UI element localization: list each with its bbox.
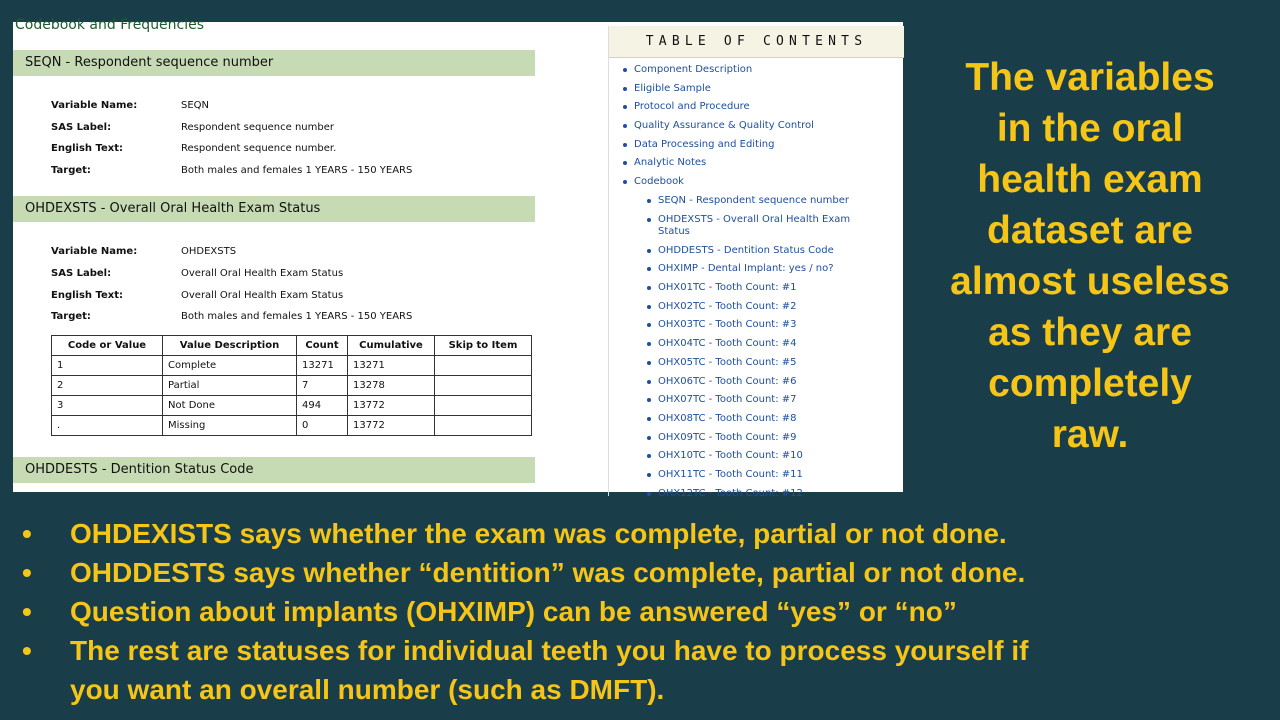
- bullet-list: [20, 514, 1260, 709]
- field-value: SEQN: [181, 100, 210, 111]
- table-cell-skip: [435, 376, 532, 396]
- field-label: SAS Label:: [51, 268, 112, 279]
- toc-sublink-ohx05tc[interactable]: OHX05TC - Tooth Count: #5: [658, 357, 797, 368]
- bullet-marker: •: [22, 518, 32, 549]
- column-header: Count: [297, 336, 348, 356]
- codebook-screenshot: [13, 17, 903, 499]
- toc-link-quality-assurance[interactable]: Quality Assurance & Quality Control: [634, 120, 814, 131]
- toc-link-component-description[interactable]: Component Description: [634, 64, 753, 75]
- bullet-item: [20, 553, 1260, 592]
- codebook-title: Codebook and Frequencies: [15, 17, 205, 33]
- table-cell: 13772: [348, 396, 435, 416]
- table-cell: Partial: [163, 376, 297, 396]
- bullet-text: OHDDESTS says whether “dentition” was complete, partial or not done.: [70, 557, 1026, 588]
- callout-line: raw.: [1051, 413, 1129, 456]
- table-cell-skip: [435, 396, 532, 416]
- callout-line: in the oral: [996, 107, 1184, 150]
- field-label: SAS Label:: [51, 122, 112, 133]
- bullet-marker: •: [22, 596, 32, 627]
- toc-sublink-ohdexsts[interactable]: OHDEXSTS - Overall Oral Health Exam: [658, 214, 851, 225]
- table-cell: Not Done: [163, 396, 297, 416]
- field-label: English Text:: [51, 143, 124, 154]
- table-row: [52, 416, 532, 436]
- column-header: Cumulative: [348, 336, 435, 356]
- table-cell: 13278: [348, 376, 435, 396]
- bullet-text: Question about implants (OHXIMP) can be answered “yes” or “no”: [70, 596, 957, 627]
- section-header-seqn: SEQN - Respondent sequence number: [13, 50, 535, 76]
- toc-sublink-ohx11tc[interactable]: OHX11TC - Tooth Count: #11: [658, 469, 803, 480]
- bullet-continuation: you want an overall number (such as DMFT).: [70, 674, 665, 705]
- toc-sublink-ohx06tc[interactable]: OHX06TC - Tooth Count: #6: [658, 376, 797, 387]
- toc-link-protocol[interactable]: Protocol and Procedure: [634, 101, 750, 112]
- toc-sublink-ohx04tc[interactable]: OHX04TC - Tooth Count: #4: [658, 338, 797, 349]
- table-cell: 0: [297, 416, 348, 436]
- toc-sublink-ohddests[interactable]: OHDDESTS - Dentition Status Code: [658, 245, 834, 256]
- toc-sublink-ohx08tc[interactable]: OHX08TC - Tooth Count: #8: [658, 413, 797, 424]
- toc-sublink-ohximp[interactable]: OHXIMP - Dental Implant: yes / no?: [658, 263, 834, 274]
- callout-line: health exam: [977, 158, 1203, 201]
- bullet-marker: •: [22, 557, 32, 588]
- table-cell: 13271: [297, 356, 348, 376]
- toc-sublink-ohdexsts-wrap[interactable]: Status: [658, 226, 690, 237]
- table-cell: 13772: [348, 416, 435, 436]
- field-label: Variable Name:: [51, 246, 138, 257]
- table-row: [52, 376, 532, 396]
- toc-sublink-ohx07tc[interactable]: OHX07TC - Tooth Count: #7: [658, 394, 797, 405]
- callout-line: almost useless: [950, 260, 1230, 303]
- toc-sublink-ohx12tc[interactable]: OHX12TC - Tooth Count: #12: [658, 488, 803, 499]
- section-header-ohdexsts: OHDEXSTS - Overall Oral Health Exam Status: [13, 196, 535, 222]
- field-value: Respondent sequence number.: [181, 143, 337, 154]
- callout-line: as they are: [988, 311, 1192, 354]
- table-cell: 3: [52, 396, 163, 416]
- toc-link-data-processing[interactable]: Data Processing and Editing: [634, 139, 775, 150]
- table-cell-skip: [435, 356, 532, 376]
- table-of-contents: [608, 26, 904, 499]
- table-cell: 13271: [348, 356, 435, 376]
- section-header-ohddests: OHDDESTS - Dentition Status Code: [13, 457, 535, 483]
- field-label: Target:: [51, 165, 91, 176]
- bullet-text: The rest are statuses for individual teeth you have to process yourself if: [70, 635, 1029, 666]
- toc-link-codebook[interactable]: Codebook: [634, 176, 684, 187]
- table-cell: 2: [52, 376, 163, 396]
- table-cell: .: [52, 416, 163, 436]
- toc-header: TABLE OF CONTENTS: [609, 26, 904, 58]
- toc-sublink-ohx09tc[interactable]: OHX09TC - Tooth Count: #9: [658, 432, 797, 443]
- table-row: [52, 356, 532, 376]
- toc-sublink-seqn[interactable]: SEQN - Respondent sequence number: [658, 195, 849, 206]
- field-value: OHDEXSTS: [181, 246, 237, 257]
- field-value: Overall Oral Health Exam Status: [181, 268, 344, 279]
- bullet-text: OHDEXISTS says whether the exam was complete, partial or not done.: [70, 518, 1007, 549]
- frequency-table: [51, 335, 532, 436]
- table-cell: Complete: [163, 356, 297, 376]
- field-label: Variable Name:: [51, 100, 138, 111]
- toc-sublink-ohx10tc[interactable]: OHX10TC - Tooth Count: #10: [658, 450, 803, 461]
- table-cell: 1: [52, 356, 163, 376]
- field-label: Target:: [51, 311, 91, 322]
- field-value: Overall Oral Health Exam Status: [181, 290, 344, 301]
- table-row: [52, 396, 532, 416]
- table-cell: Missing: [163, 416, 297, 436]
- field-label: English Text:: [51, 290, 124, 301]
- callout-text: [925, 52, 1255, 460]
- bullet-item: [20, 631, 1260, 670]
- table-cell: 7: [297, 376, 348, 396]
- callout-line: completely: [988, 362, 1192, 405]
- bullet-marker: •: [22, 635, 32, 666]
- toc-sublink-ohx02tc[interactable]: OHX02TC - Tooth Count: #2: [658, 301, 797, 312]
- column-header: Value Description: [163, 336, 297, 356]
- table-header-row: [52, 336, 532, 356]
- table-cell-skip: [435, 416, 532, 436]
- toc-sublink-ohx01tc[interactable]: OHX01TC - Tooth Count: #1: [658, 282, 797, 293]
- table-cell: 494: [297, 396, 348, 416]
- column-header: Skip to Item: [435, 336, 532, 356]
- field-value: Respondent sequence number: [181, 122, 334, 133]
- bullet-item: [20, 514, 1260, 553]
- toc-link-eligible-sample[interactable]: Eligible Sample: [634, 83, 711, 94]
- callout-line: dataset are: [987, 209, 1193, 252]
- callout-line: The variables: [965, 56, 1215, 99]
- field-value: Both males and females 1 YEARS - 150 YEARS: [181, 165, 413, 176]
- toc-link-analytic-notes[interactable]: Analytic Notes: [634, 157, 707, 168]
- field-value: Both males and females 1 YEARS - 150 YEARS: [181, 311, 413, 322]
- bullet-item: [20, 592, 1260, 631]
- column-header: Code or Value: [52, 336, 163, 356]
- toc-sublink-ohx03tc[interactable]: OHX03TC - Tooth Count: #3: [658, 319, 797, 330]
